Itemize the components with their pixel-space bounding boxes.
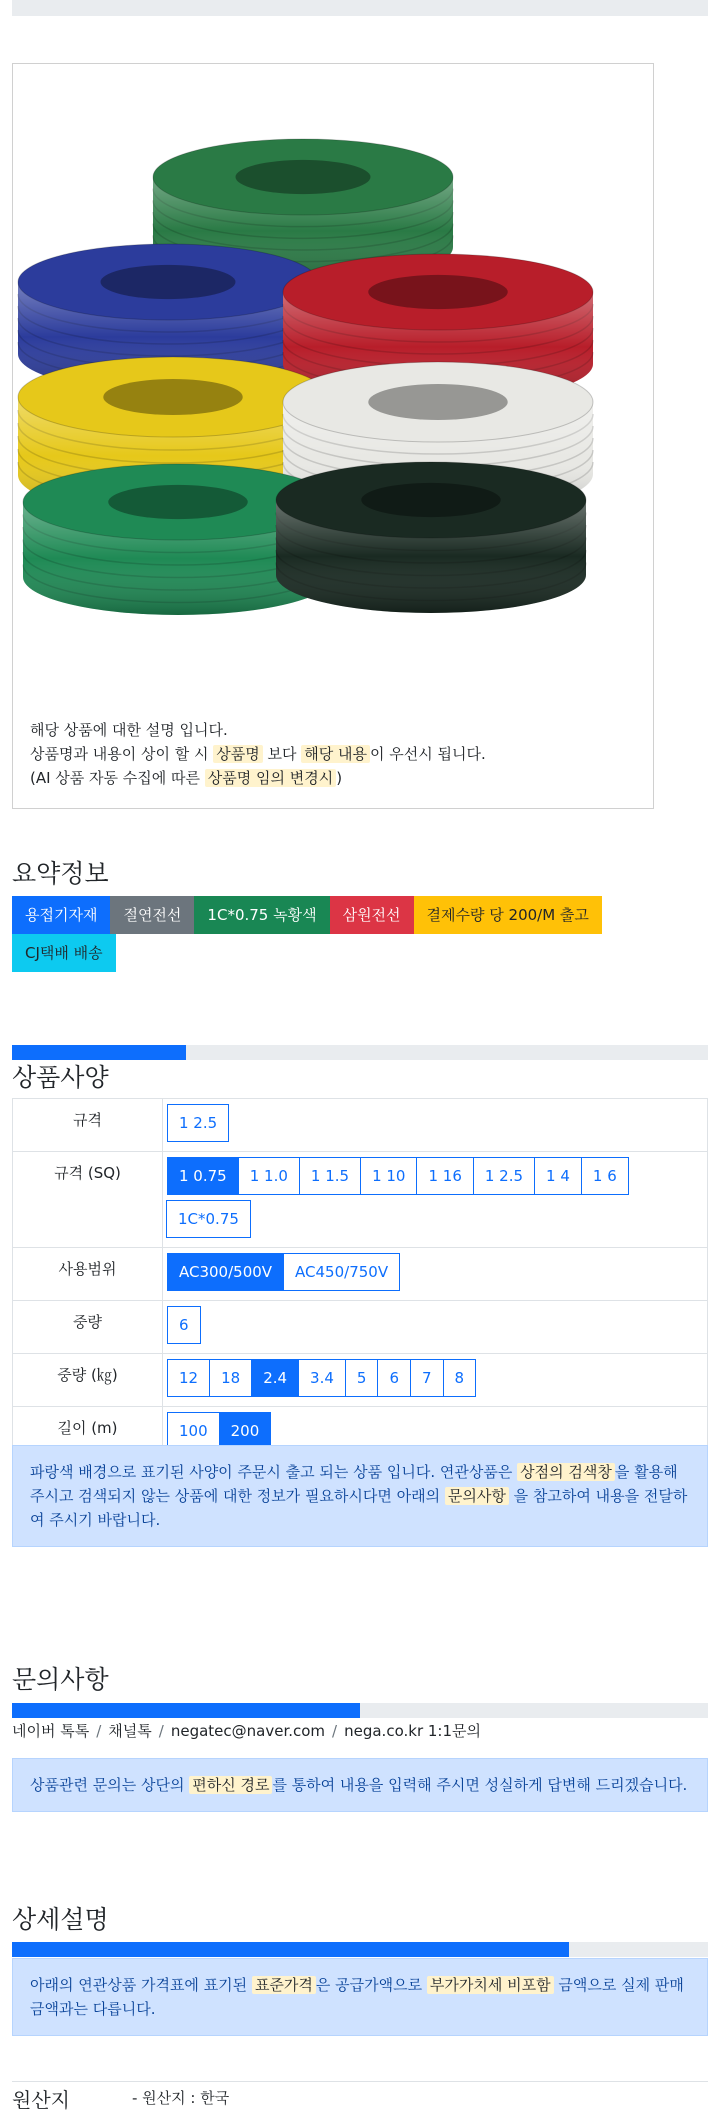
detail-progress (12, 1942, 708, 1957)
wire-coil-center (368, 275, 508, 309)
option-button[interactable]: 1 6 (581, 1157, 629, 1195)
option-button[interactable]: AC300/500V (167, 1253, 284, 1291)
specs-progress (12, 1045, 708, 1060)
option-button[interactable]: 18 (209, 1359, 252, 1397)
link-site-inquiry[interactable]: nega.co.kr 1:1문의 (344, 1722, 481, 1740)
highlight-standard-price: 표준가격 (252, 1976, 316, 1994)
highlight-vat-excluded: 부가가치세 비포함 (427, 1976, 554, 1994)
spec-row (13, 1248, 708, 1301)
spec-table (12, 1098, 708, 1460)
link-email[interactable]: negatec@naver.com (170, 1722, 326, 1740)
origin-divider (12, 2081, 708, 2082)
option-button-group (167, 1306, 707, 1349)
highlight-name-change: 상품명 임의 변경시 (205, 769, 336, 787)
notice-text: 금액으로 실제 판매금액과는 다릅니다. (30, 1976, 684, 2018)
specs-notice (12, 1445, 708, 1547)
detail-notice (12, 1958, 708, 2036)
spec-options (163, 1354, 708, 1407)
desc-text: 이 우선시 됩니다. (369, 745, 486, 763)
desc-text: (AI 상품 자동 수집에 따른 (30, 769, 205, 787)
option-button[interactable]: AC450/750V (283, 1253, 400, 1291)
option-button-group (167, 1359, 707, 1402)
badge-order-unit: 결제수량 당 200/M 출고 (414, 896, 602, 934)
option-button[interactable]: 1 2.5 (473, 1157, 535, 1195)
badge-shipping: CJ택배 배송 (12, 934, 116, 972)
badge-brand: 삼원전선 (330, 896, 414, 934)
top-progress-bar (12, 0, 708, 16)
spec-options (163, 1099, 708, 1152)
origin-label: 원산지 (12, 2088, 70, 2112)
option-button[interactable]: 1 2.5 (167, 1104, 229, 1142)
option-button[interactable]: 7 (410, 1359, 444, 1397)
badge-category: 용접기자재 (12, 896, 110, 934)
badge-spec: 1C*0.75 녹황색 (194, 896, 329, 934)
option-button[interactable]: 8 (443, 1359, 477, 1397)
option-button[interactable]: 3.4 (298, 1359, 346, 1397)
spec-options (163, 1152, 708, 1248)
wire-coil-center (101, 265, 236, 299)
notice-text: 을 활용해 주시고 검색되지 않는 상품에 대한 정보가 필요하시다면 아래의 (30, 1463, 678, 1505)
detail-title: 상세설명 (12, 1905, 109, 1934)
product-description (30, 718, 486, 790)
highlight-search-box: 상점의 검색창 (517, 1463, 615, 1481)
highlight-product-name: 상품명 (213, 745, 262, 763)
summary-badges (12, 896, 712, 972)
option-button[interactable]: 1 10 (360, 1157, 417, 1195)
spec-row (13, 1301, 708, 1354)
option-button[interactable]: 200 (219, 1412, 272, 1450)
notice-text: 파랑색 배경으로 표기된 사양이 주문시 출고 되는 상품 입니다. 연관상품은 (30, 1463, 518, 1481)
highlight-route: 편하신 경로 (189, 1776, 272, 1794)
spec-row (13, 1152, 708, 1248)
spec-options (163, 1301, 708, 1354)
spec-label: 사용범위 (13, 1248, 163, 1301)
desc-line-3 (30, 766, 486, 790)
option-button[interactable]: 100 (167, 1412, 220, 1450)
inquiry-progress-fill (12, 1703, 360, 1718)
notice-text: 은 공급가액으로 (315, 1976, 427, 1994)
contact-links (12, 1720, 481, 1741)
desc-text: ) (336, 769, 343, 787)
option-button[interactable]: 6 (167, 1306, 201, 1344)
spec-label: 규격 (SQ) (13, 1152, 163, 1248)
spec-options (163, 1248, 708, 1301)
spec-label: 중량 (13, 1301, 163, 1354)
notice-text: 을 참고하여 내용을 전달하여 주시기 바랍니다. (30, 1487, 688, 1529)
spec-row (13, 1099, 708, 1152)
product-card (12, 63, 654, 809)
separator: / (332, 1722, 338, 1740)
product-image (13, 72, 653, 632)
option-button[interactable]: 1C*0.75 (166, 1200, 251, 1238)
spec-label: 규격 (13, 1099, 163, 1152)
wire-coil-center (236, 160, 371, 194)
option-button[interactable]: 1 1.5 (299, 1157, 361, 1195)
option-button-group (167, 1157, 707, 1243)
spec-label: 중량 (㎏) (13, 1354, 163, 1407)
option-button[interactable]: 5 (345, 1359, 379, 1397)
wire-coil-center (103, 379, 243, 415)
option-button-group (167, 1253, 707, 1296)
spec-label: 길이 (m) (13, 1407, 163, 1460)
inquiry-notice (12, 1758, 708, 1812)
spec-row (13, 1354, 708, 1407)
badge-subcategory: 절연전선 (110, 896, 194, 934)
notice-text: 아래의 연관상품 가격표에 표기된 (30, 1976, 252, 1994)
notice-text: 를 통하여 내용을 입력해 주시면 성실하게 답변해 드리겠습니다. (272, 1776, 688, 1794)
option-button-group (167, 1104, 707, 1147)
option-button[interactable]: 2.4 (251, 1359, 299, 1397)
desc-line-1: 해당 상품에 대한 설명 입니다. (30, 721, 228, 739)
inquiry-progress (12, 1703, 708, 1718)
origin-value: - 원산지 : 한국 (132, 2089, 230, 2107)
option-button[interactable]: 1 16 (416, 1157, 473, 1195)
notice-text: 상품관련 문의는 상단의 (30, 1776, 190, 1794)
link-channel-talk[interactable]: 채널톡 (108, 1722, 152, 1740)
desc-text: 상품명과 내용이 상이 할 시 (30, 745, 214, 763)
wire-coil-center (361, 483, 501, 517)
desc-text: 보다 (262, 745, 302, 763)
separator: / (96, 1722, 102, 1740)
option-button[interactable]: 1 0.75 (167, 1157, 239, 1195)
wire-coil-center (108, 485, 248, 519)
specs-title: 상품사양 (12, 1063, 109, 1092)
link-naver-talk[interactable]: 네이버 톡톡 (12, 1722, 90, 1740)
summary-title: 요약정보 (12, 859, 109, 888)
wire-coil-center (368, 384, 508, 420)
option-button[interactable]: 1 1.0 (238, 1157, 300, 1195)
highlight-content: 해당 내용 (301, 745, 370, 763)
option-button[interactable]: 1 4 (534, 1157, 582, 1195)
separator: / (158, 1722, 164, 1740)
option-button[interactable]: 6 (377, 1359, 411, 1397)
desc-line-2 (30, 742, 486, 766)
highlight-inquiry: 문의사항 (445, 1487, 509, 1505)
option-button[interactable]: 12 (167, 1359, 210, 1397)
inquiry-title: 문의사항 (12, 1665, 109, 1694)
detail-progress-fill (12, 1942, 569, 1957)
